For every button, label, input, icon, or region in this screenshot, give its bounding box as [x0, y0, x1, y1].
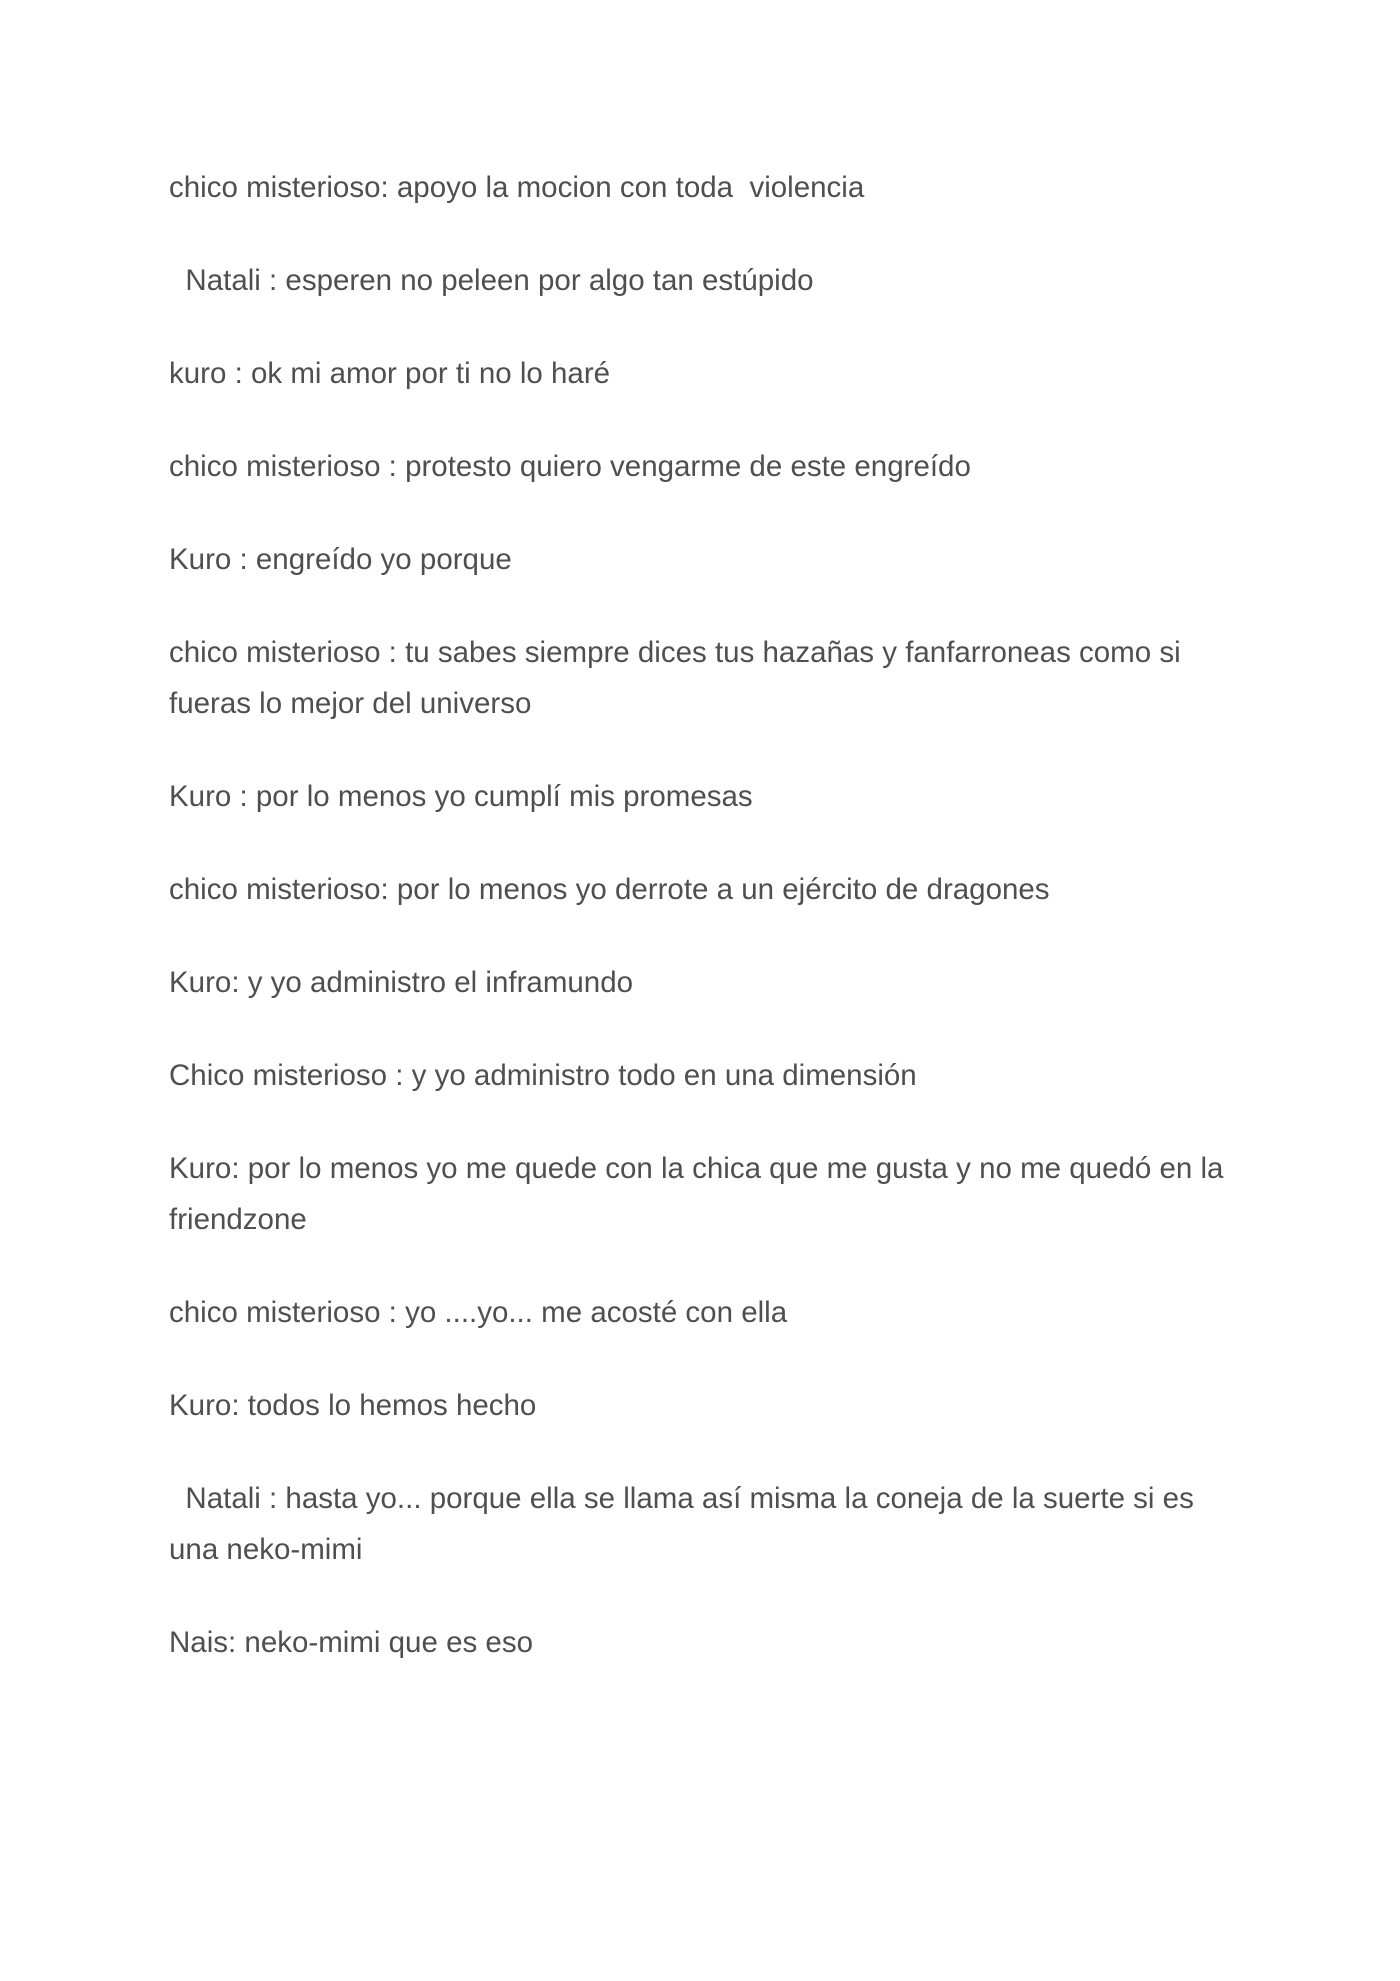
dialogue-line: Kuro : engreído yo porque: [169, 543, 512, 576]
dialogue-text-block: [169, 162, 1239, 1710]
dialogue-line: kuro : ok mi amor por ti no lo haré: [169, 357, 611, 390]
dialogue-line: Natali : esperen no peleen por algo tan estúpido: [169, 264, 814, 297]
dialogue-line: Kuro : por lo menos yo cumplí mis promesas: [169, 780, 753, 813]
dialogue-line: chico misterioso: por lo menos yo derrote a un ejército de dragones: [169, 873, 1050, 906]
dialogue-line: chico misterioso: apoyo la mocion con toda violencia: [169, 171, 865, 204]
dialogue-line: Kuro: por lo menos yo me quede con la chica que me gusta y no me quedó en la friendzone: [169, 1152, 1232, 1236]
dialogue-line: Chico misterioso : y yo administro todo en una dimensión: [169, 1059, 917, 1092]
dialogue-line: chico misterioso : tu sabes siempre dices tus hazañas y fanfarroneas como si fueras lo mejor del universo: [169, 636, 1189, 720]
dialogue-line: Kuro: y yo administro el inframundo: [169, 966, 634, 999]
dialogue-line: Nais: neko-mimi que es eso: [169, 1626, 533, 1659]
dialogue-line: Natali : hasta yo... porque ella se llama así misma la coneja de la suerte si es una neko-mimi: [169, 1482, 1203, 1566]
dialogue-line: Kuro: todos lo hemos hecho: [169, 1389, 537, 1422]
dialogue-line: chico misterioso : yo ....yo... me acosté con ella: [169, 1296, 788, 1329]
dialogue-line: chico misterioso : protesto quiero vengarme de este engreído: [169, 450, 971, 483]
